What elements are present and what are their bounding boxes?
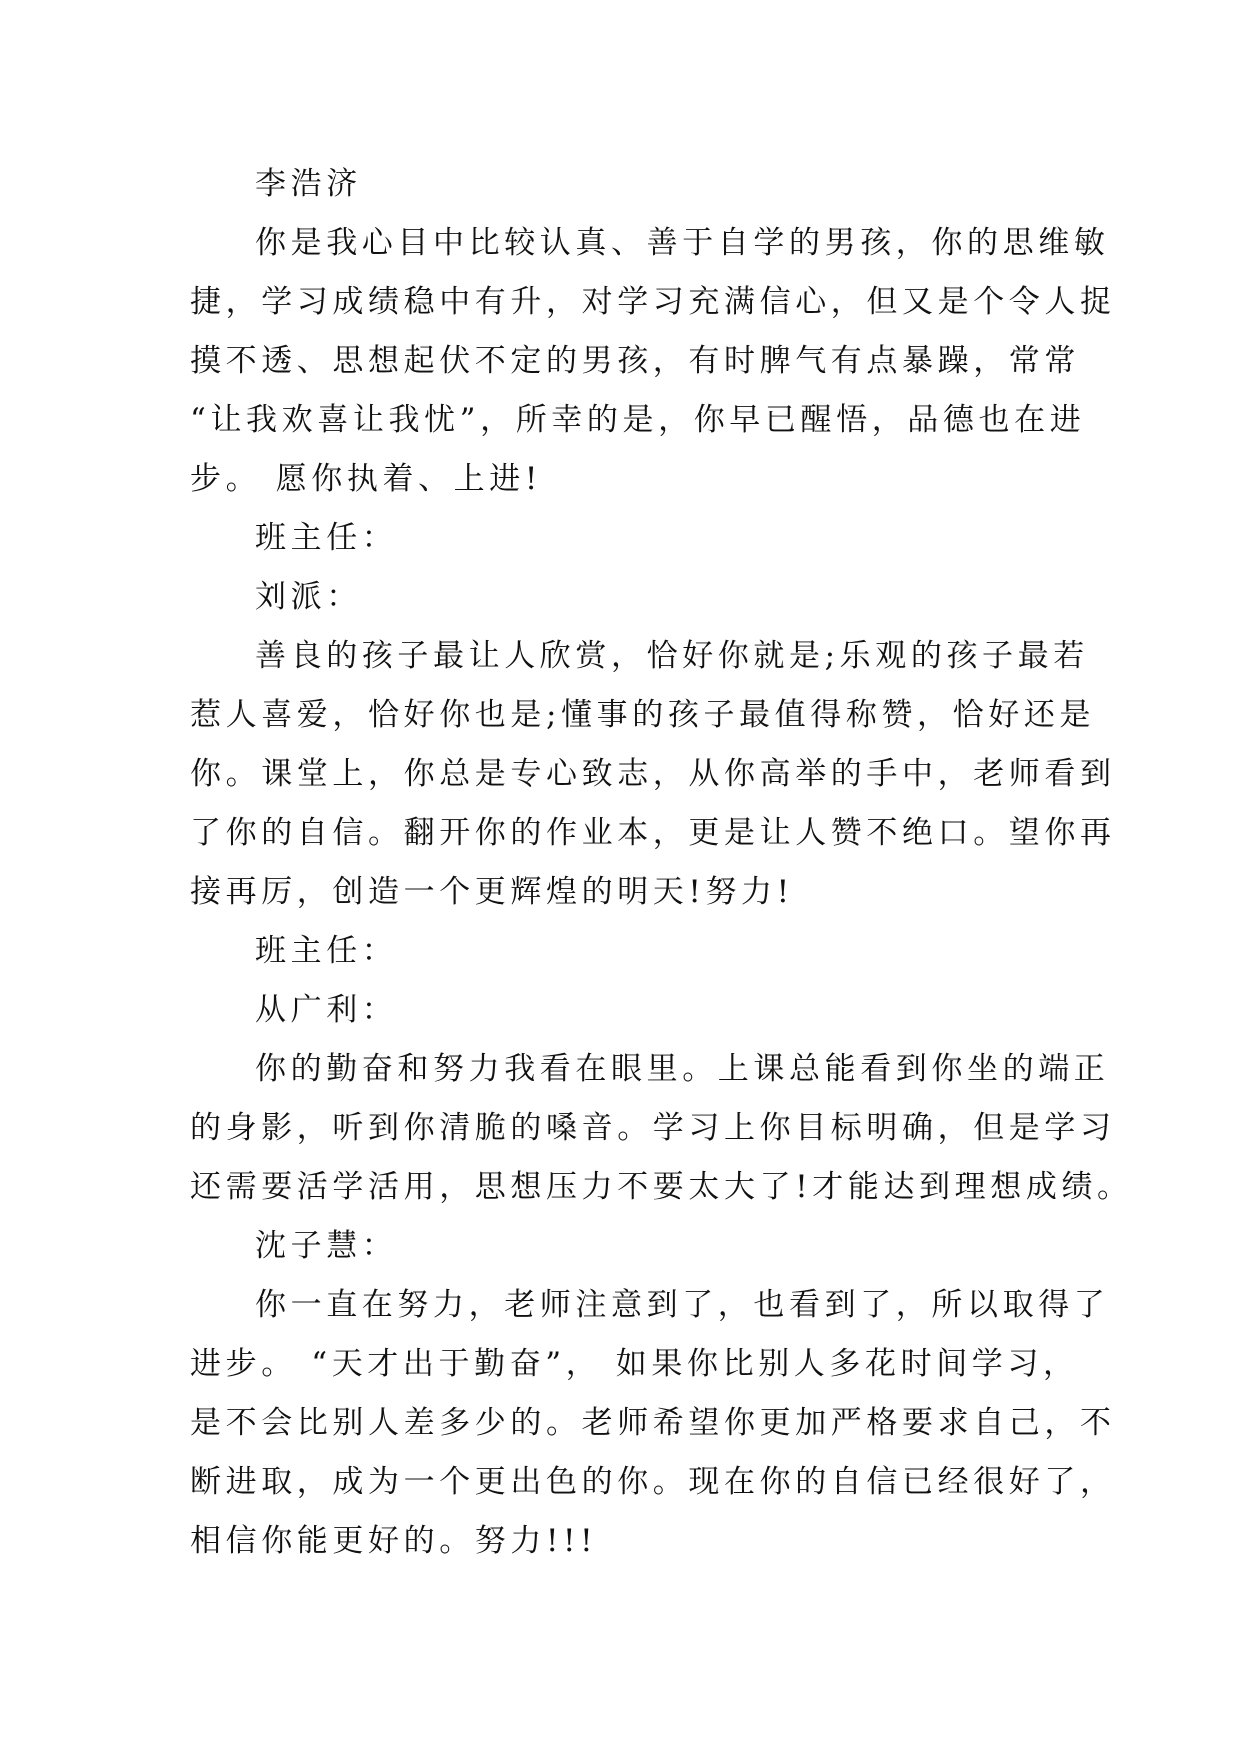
comment-paragraph-line: 断进取，成为一个更出色的你。现在你的自信已经很好了， (190, 1464, 1116, 1500)
student-name-heading: 从广利： (255, 992, 398, 1028)
comment-paragraph-line: 还需要活学活用，思想压力不要太大了!才能达到理想成绩。 (190, 1169, 1133, 1205)
comment-paragraph-line: 的身影，听到你清脆的嗓音。学习上你目标明确，但是学习 (190, 1110, 1116, 1146)
comment-paragraph-line: 捷，学习成绩稳中有升，对学习充满信心，但又是个令人捉 (190, 284, 1116, 320)
comment-paragraph-line: 你。课堂上，你总是专心致志，从你高举的手中，老师看到 (190, 756, 1116, 792)
signature-label: 班主任： (255, 933, 398, 969)
comment-paragraph-line: 了你的自信。翻开你的作业本，更是让人赞不绝口。望你再 (190, 815, 1116, 851)
comment-paragraph-line: 你一直在努力，老师注意到了，也看到了，所以取得了 (255, 1287, 1110, 1323)
comment-paragraph-line: 步。 愿你执着、上进! (190, 461, 542, 497)
comment-paragraph-line: 相信你能更好的。努力!!! (190, 1523, 598, 1559)
comment-paragraph-line: 你的勤奋和努力我看在眼里。上课总能看到你坐的端正 (255, 1051, 1110, 1087)
student-name-heading: 李浩济 (255, 166, 362, 202)
document-body (190, 155, 1133, 1571)
comment-paragraph-line: 惹人喜爱，恰好你也是;懂事的孩子最值得称赞，恰好还是 (190, 697, 1096, 733)
comment-paragraph-line: 是不会比别人差多少的。老师希望你更加严格要求自己，不 (190, 1405, 1116, 1441)
student-name-heading: 沈子慧： (255, 1228, 398, 1264)
comment-paragraph-line: “让我欢喜让我忧”，所幸的是，你早已醒悟，品德也在进 (190, 402, 1086, 438)
comment-paragraph-line: 摸不透、思想起伏不定的男孩，有时脾气有点暴躁，常常 (190, 343, 1080, 379)
comment-paragraph-line: 善良的孩子最让人欣赏，恰好你就是;乐观的孩子最若 (255, 638, 1089, 674)
signature-label: 班主任： (255, 520, 398, 556)
comment-paragraph-line: 接再厉，创造一个更辉煌的明天!努力! (190, 874, 794, 910)
comment-paragraph-line: 进步。 “天才出于勤奋”， 如果你比别人多花时间学习， (190, 1346, 1079, 1382)
comment-paragraph-line: 你是我心目中比较认真、善于自学的男孩，你的思维敏 (255, 225, 1110, 261)
student-name-heading: 刘派： (255, 579, 362, 615)
